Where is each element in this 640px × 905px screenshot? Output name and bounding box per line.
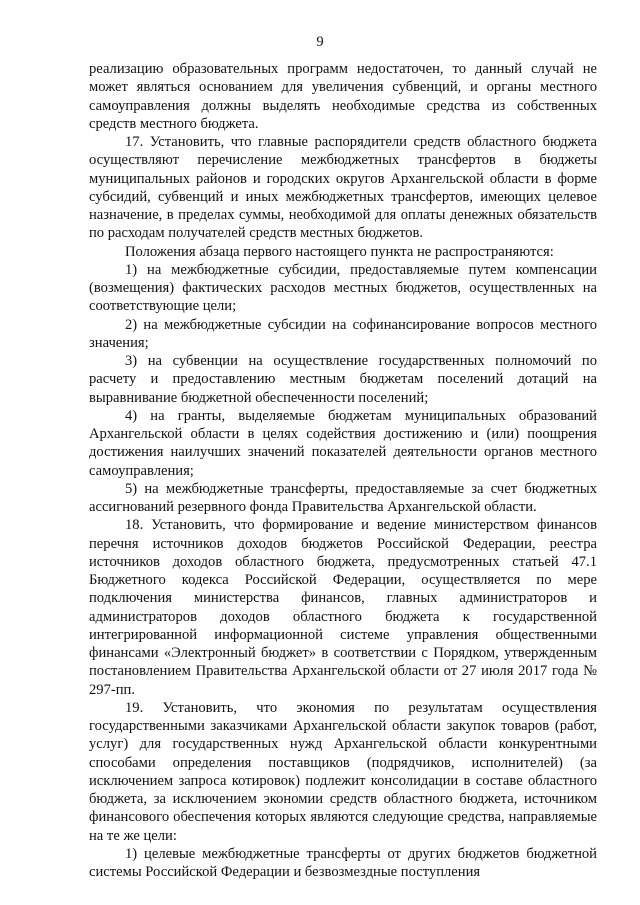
list-item-3: 3) на субвенции на осуществление государственных полномочий по расчету и предоставлению местным бюджетам поселений дотаций на выравнивание бюджетной обеспеченности поселений; [89,353,597,406]
list-item-2: 2) на межбюджетные субсидии на софинансирование вопросов местного значения; [89,316,597,351]
paragraph-item-18: 18. Установить, что формирование и ведение министерством финансов перечня источников доходов бюджетов Российской Федерации, реестра источников доходов областного бюджета, предусмотренных статьей 47.1 Бюджетного кодекса Российской Федерации, осуществляется по мере подключения министерства финансов, главных администраторов и администраторов доходов областного бюджета к государственной интегрированной информационной системе управления общественными финансами «Электронный бюджет» в соответствии с Порядком, утвержденным постановлением Правительства Архангельской области от 27 июля 2017 года № 297-пп. [89,517,597,698]
list-item-19-1: 1) целевые межбюджетные трансферты от других бюджетов бюджетной системы Российской Федерации и безвозмездные поступления [89,845,597,880]
list-item-5: 5) на межбюджетные трансферты, предоставляемые за счет бюджетных ассигнований резервного фонда Правительства Архангельской области. [89,480,597,515]
paragraph-item-19: 19. Установить, что экономия по результатам осуществления государственными заказчиками Архангельской области закупок товаров (работ, услуг) для государственных нужд Архангельской области конкурентными способами определения поставщиков (подрядчиков, исполнителей) (за исключением запроса котировок) подлежит консолидации в составе областного бюджета, за исключением экономии средств областного бюджета, источником финансового обеспечения которых являются следующие средства, направляемые на те же цели: [89,699,597,844]
paragraph-item-17: 17. Установить, что главные распорядители средств областного бюджета осуществляют перечисление межбюджетных трансфертов в бюджеты муниципальных районов и городских округов Архангельской области в форме субсидий, субвенций и иных межбюджетных трансфертов, имеющих целевое назначение, в пределах суммы, необходимой для оплаты денежных обязательств по расходам получателей средств местных бюджетов. [89,134,597,242]
document-body [89,60,597,881]
page-number: 9 [316,34,324,50]
list-item-1: 1) на межбюджетные субсидии, предоставляемые путем компенсации (возмещения) фактических расходов местных бюджетов, осуществленных на соответствующие цели; [89,261,597,315]
paragraph-exceptions-intro: Положения абзаца первого настоящего пункта не распространяются: [125,243,554,260]
paragraph-continuation: реализацию образовательных программ недостаточен, то данный случай не может являться основанием для увеличения субвенций, и органы местного самоуправления должны выделять необходимые средства из собственных средств местного бюджета. [89,61,597,132]
list-item-4: 4) на гранты, выделяемые бюджетам муниципальных образований Архангельской области в целях содействия достижению и (или) поощрения достижения наилучших значений показателей деятельности органов местного самоуправления; [89,407,597,479]
